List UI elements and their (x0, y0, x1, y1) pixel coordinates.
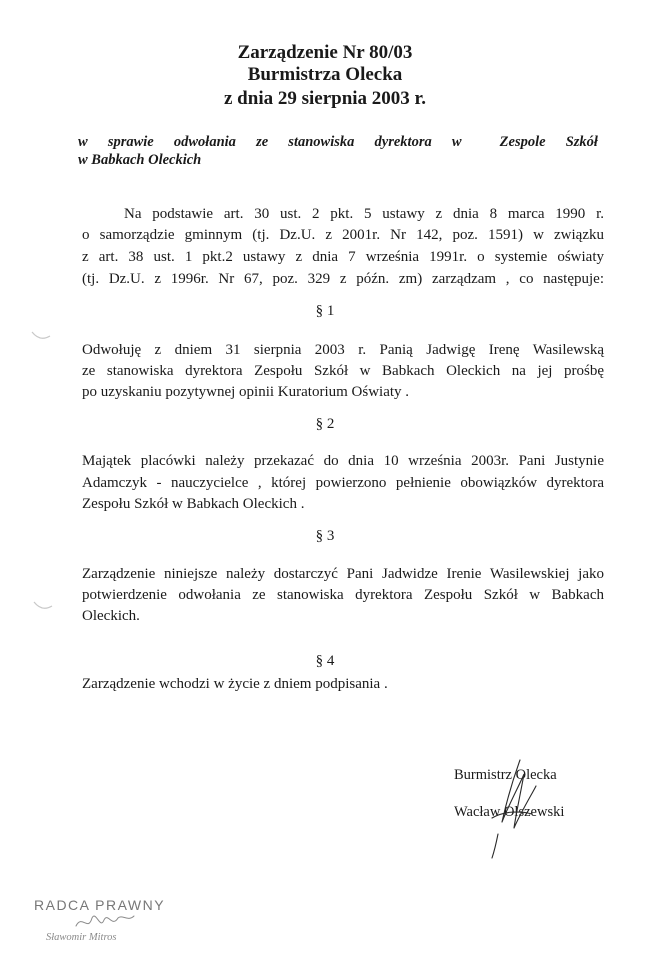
signature-name: Wacław Olszewski (454, 804, 565, 820)
section-line: Odwołuję z dniem 31 sierpnia 2003 r. Panią Jadwigę Irenę Wasilewską (82, 342, 604, 358)
date-line: z dnia 29 sierpnia 2003 r. (224, 88, 426, 109)
section-line: Zarządzenie niniejsze należy dostarczyć Pani Jadwidze Irenie Wasilewskiej jako (82, 566, 604, 582)
section-heading: § 4 (315, 653, 335, 669)
handwritten-signature (462, 752, 557, 862)
issuer-line: Burmistrza Olecka (247, 64, 403, 85)
subject-word: stanowiska (288, 134, 355, 150)
subject-word: w (451, 134, 462, 150)
preamble-line: Na podstawie art. 30 ust. 2 pkt. 5 ustawy z dnia 8 marca 1990 r. (124, 206, 604, 222)
punch-hole-mark (32, 598, 54, 614)
subject-word: w (78, 134, 88, 150)
stamp-title: RADCA PRAWNY (34, 897, 166, 913)
preamble-line: (tj. Dz.U. z 1996r. Nr 67, poz. 329 z późn. zm) zarządzam , co następuje: (82, 271, 604, 287)
subject-word: odwołania (173, 134, 236, 150)
section-line: potwierdzenie odwołania ze stanowiska dyrektora Zespołu Szkół w Babkach (82, 587, 604, 603)
signature-title: Burmistrz Olecka (454, 767, 557, 783)
subject-word: Szkół (565, 134, 598, 150)
subject-word: dyrektora (374, 134, 432, 150)
section-line: Adamczyk - nauczycielce , której powierzono pełnienie obowiązków dyrektora (82, 475, 604, 491)
section-line: Zespołu Szkół w Babkach Oleckich . (82, 496, 305, 512)
punch-hole-mark (30, 328, 52, 344)
section-heading: § 3 (315, 528, 335, 544)
preamble-line: o samorządzie gminnym (tj. Dz.U. z 2001r. Nr 142, poz. 1591) w związku (82, 227, 604, 243)
subject-line-1 (78, 133, 598, 151)
section-heading: § 2 (315, 416, 335, 432)
section-line: Oleckich. (82, 608, 140, 624)
section-line: ze stanowiska dyrektora Zespołu Szkół w Babkach Oleckich na jej prośbę (82, 363, 604, 379)
subject-word: Zespole (499, 134, 546, 150)
subject-word: ze (256, 134, 269, 150)
section-heading: § 1 (315, 303, 335, 319)
section-line: po uzyskaniu pozytywnej opinii Kuratorium Oświaty . (82, 384, 410, 400)
subject-line-2: w Babkach Oleckich (78, 152, 202, 168)
stamp-name: Sławomir Mitros (46, 932, 117, 943)
section-line: Zarządzenie wchodzi w życie z dniem podpisania . (82, 676, 388, 692)
subject-word: sprawie (107, 134, 154, 150)
section-line: Majątek placówki należy przekazać do dnia 10 września 2003r. Pani Justynie (82, 453, 604, 469)
preamble-line: z art. 38 ust. 1 pkt.2 ustawy z dnia 7 września 1991r. o systemie oświaty (82, 249, 604, 265)
document-title: Zarządzenie Nr 80/03 (237, 42, 413, 63)
